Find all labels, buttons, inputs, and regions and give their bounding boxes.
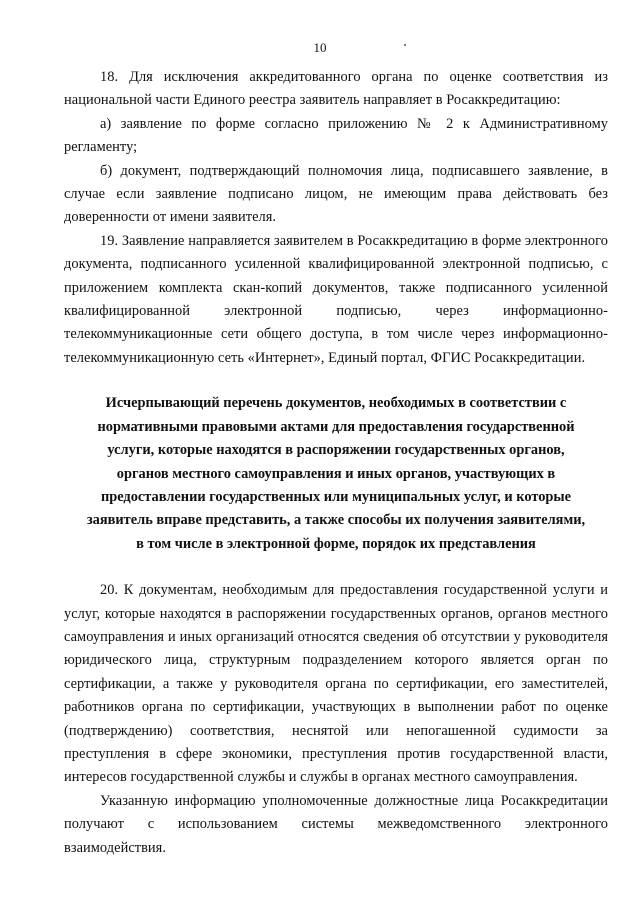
paragraph-18: 18. Для исключения аккредитованного органа по оценке соответствия из национальной части Единого реестра заявитель направляет в Росаккредитацию: [64,69,608,109]
section-heading: Исчерпывающий перечень документов, необходимых в соответствии с нормативными правовыми актами для предоставления государственной услуги, которые находятся в распоряжении государственных органов, органов местного самоуправления и иных органов, участвующих в предоставлении государственных или муниципальных услуг, и которые заявитель вправе представить, а также способы их получения заявителями, в том числе в электронной форме, порядок их представления [86,395,586,552]
scan-speck [404,44,406,46]
paragraph-18-item-a: а) заявление по форме согласно приложению № 2 к Административному регламенту; [64,115,608,156]
paragraph-18-item-b: б) документ, подтверждающий полномочия лица, подписавшего заявление, в случае если заявление подписано лицом, не имеющим права действовать без доверенности от имени заявителя. [64,162,608,226]
document-body [64,66,608,860]
page-number: 10 [313,40,327,55]
paragraph-20: 20. К документам, необходимым для предоставления государственной услуги и услуг, которые находятся в распоряжении государственных органов, органов местного самоуправления и иных организаций относятся сведения об отсутствии у руководителя юридического лица, структурным подразделением которого является орган по сертификации, а также у руководителя органа по сертификации, его заместителей, работников органа по сертификации, участвующих в выполнении работ по оценке (подтверждению) соответствия, неснятой или непогашенной судимости за преступления в сфере экономики, преступления против государственной власти, интересов государственной службы и службы в органах местного самоуправления. [64,582,608,786]
paragraph-20-continuation: Указанную информацию уполномоченные должностные лица Росаккредитации получают с использованием системы межведомственного электронного взаимодействия. [64,792,608,856]
paragraph-19: 19. Заявление направляется заявителем в Росаккредитацию в форме электронного документа, подписанного усиленной квалифицированной электронной подписью, с приложением комплекта скан-копий документов, также подписанного усиленной квалифицированной электронной подписью, через информационно-телекоммуникационные сети общего доступа, в том числе через информационно-телекоммуникационную сеть «Интернет», Единый портал, ФГИС Росаккредитации. [64,232,608,366]
